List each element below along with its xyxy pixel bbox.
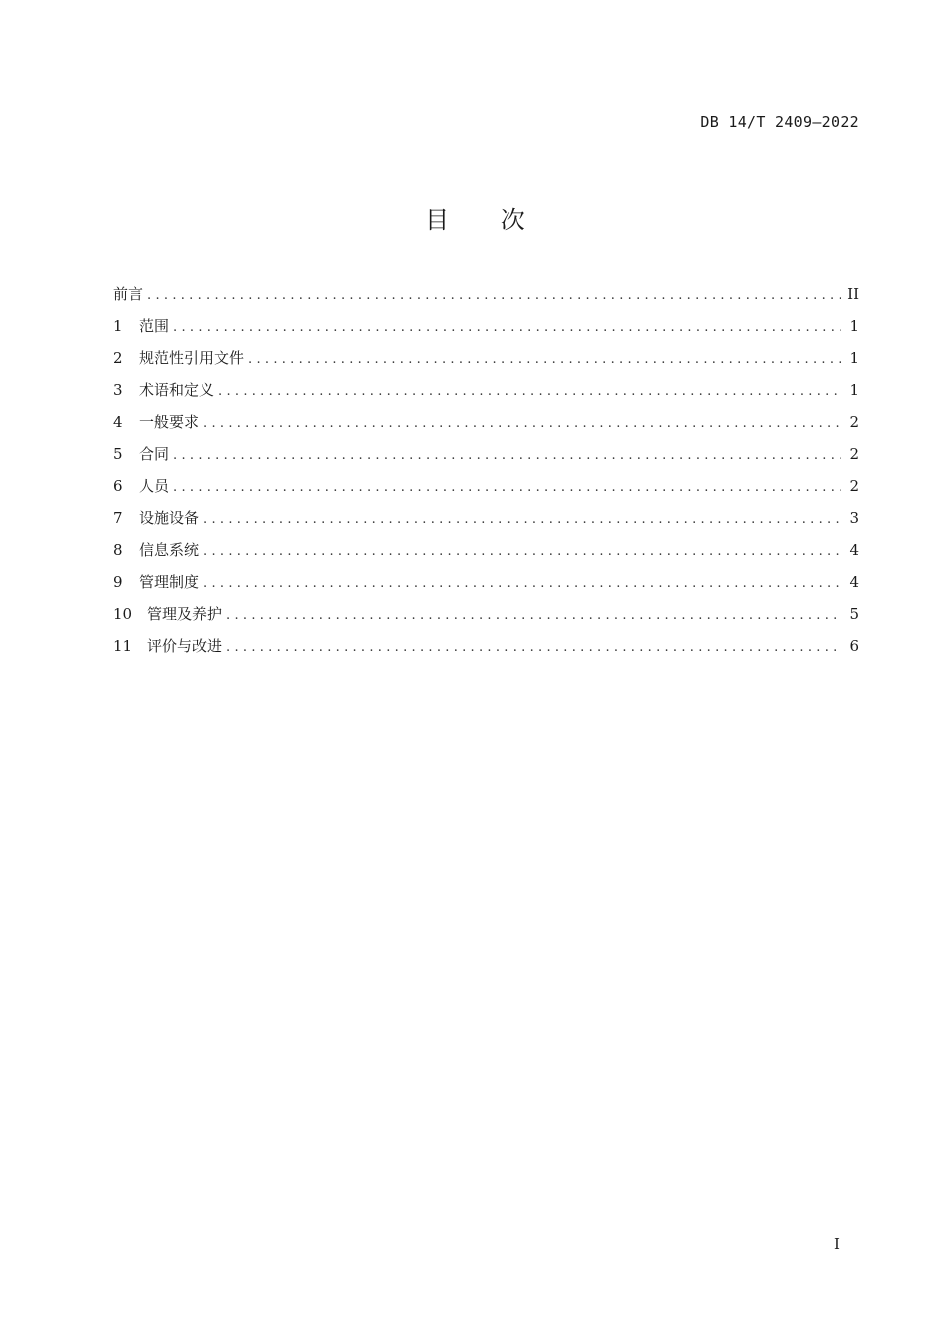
toc-entry-label: 评价与改进	[147, 637, 223, 655]
toc-dot-leader	[173, 480, 841, 495]
toc-dot-leader	[226, 640, 841, 655]
toc-dot-leader	[203, 512, 841, 527]
toc-dot-leader	[203, 544, 841, 559]
toc-entry-page: 5	[849, 605, 859, 623]
toc-entry-label: 术语和定义	[139, 381, 215, 399]
toc-entry-label: 设施设备	[139, 509, 200, 527]
toc-entry-number: 11	[113, 637, 133, 655]
toc-entry-scope[interactable]	[113, 315, 859, 347]
toc-entry-page: 4	[849, 573, 859, 591]
toc-entry-page: 2	[849, 477, 859, 495]
toc-entry-label: 范围	[139, 317, 170, 335]
toc-dot-leader	[248, 352, 841, 367]
toc-entry-number: 3	[113, 381, 123, 399]
toc-entry-management-maintenance[interactable]	[113, 603, 859, 635]
toc-entry-contract[interactable]	[113, 443, 859, 475]
toc-entry-label: 合同	[139, 445, 170, 463]
toc-entry-label: 信息系统	[139, 541, 200, 559]
toc-entry-information-system[interactable]	[113, 539, 859, 571]
toc-entry-page: II	[847, 285, 859, 303]
toc-entry-general-requirements[interactable]	[113, 411, 859, 443]
toc-entry-number: 1	[113, 317, 123, 335]
toc-entry-label: 规范性引用文件	[139, 349, 245, 367]
toc-entry-number: 6	[113, 477, 123, 495]
toc-entry-label: 管理制度	[139, 573, 200, 591]
toc-dot-leader	[203, 576, 841, 591]
toc-dot-leader	[203, 416, 841, 431]
toc-entry-page: 3	[849, 509, 859, 527]
toc-entry-number: 2	[113, 349, 123, 367]
toc-entry-number: 9	[113, 573, 123, 591]
toc-entry-page: 1	[849, 381, 859, 399]
toc-entry-page: 2	[849, 413, 859, 431]
toc-entry-label: 一般要求	[139, 413, 200, 431]
table-of-contents	[113, 283, 859, 667]
toc-entry-page: 2	[849, 445, 859, 463]
toc-entry-page: 6	[849, 637, 859, 655]
toc-entry-number: 8	[113, 541, 123, 559]
toc-entry-label: 管理及养护	[147, 605, 223, 623]
toc-title: 目 次	[425, 206, 547, 234]
toc-entry-normative-references[interactable]	[113, 347, 859, 379]
toc-entry-number: 4	[113, 413, 123, 431]
toc-entry-label: 人员	[139, 477, 170, 495]
toc-entry-label: 前言	[113, 285, 144, 303]
toc-dot-leader	[226, 608, 841, 623]
toc-entry-page: 4	[849, 541, 859, 559]
toc-entry-page: 1	[849, 349, 859, 367]
toc-entry-personnel[interactable]	[113, 475, 859, 507]
page-number: I	[834, 1235, 840, 1253]
toc-entry-terms-definitions[interactable]	[113, 379, 859, 411]
toc-dot-leader	[147, 288, 841, 303]
toc-dot-leader	[218, 384, 841, 399]
toc-entry-facilities[interactable]	[113, 507, 859, 539]
toc-entry-number: 5	[113, 445, 123, 463]
toc-entry-number: 10	[113, 605, 133, 623]
toc-dot-leader	[173, 320, 841, 335]
document-code: DB 14/T 2409—2022	[700, 113, 859, 131]
toc-entry-number: 7	[113, 509, 123, 527]
toc-dot-leader	[173, 448, 841, 463]
toc-entry-foreword[interactable]	[113, 283, 859, 315]
toc-entry-evaluation-improvement[interactable]	[113, 635, 859, 667]
toc-entry-management-system[interactable]	[113, 571, 859, 603]
toc-entry-page: 1	[849, 317, 859, 335]
